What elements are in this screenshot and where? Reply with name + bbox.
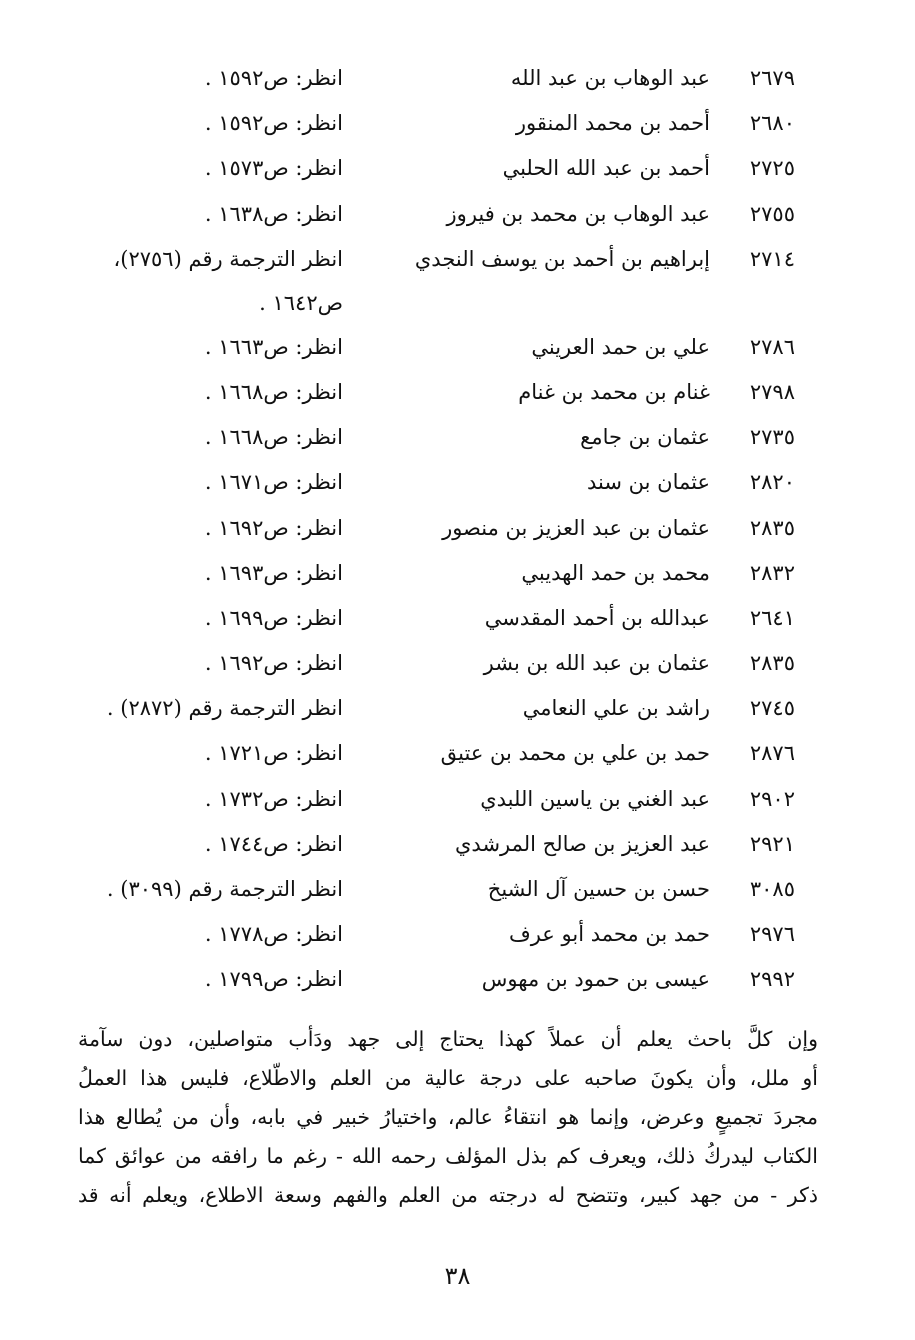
entry-number: ٢٦٧٩ (749, 66, 795, 90)
entry-reference-line: ص١٦٤٢ . (259, 290, 343, 315)
index-entry (0, 596, 915, 641)
entry-reference (13, 192, 343, 236)
entry-number: ٢٧٤٥ (749, 696, 795, 721)
entry-reference-line: انظر: ص١٦٣٨ . (204, 201, 343, 226)
translation-index-list (0, 56, 915, 1003)
entry-reference-line: انظر: ص١٧٤٤ . (204, 831, 343, 856)
entry-name: حسن بن حسين آل الشيخ (487, 877, 710, 901)
entry-name: عبد الوهاب بن محمد بن فيروز (446, 201, 710, 226)
page-number: ٣٨ (444, 1262, 471, 1290)
entry-reference (13, 146, 343, 190)
entry-reference-line: انظر الترجمة رقم (٢٨٧٢) . (106, 696, 343, 721)
entry-reference (13, 822, 343, 866)
entry-name: محمد بن حمد الهديبي (521, 560, 710, 585)
entry-reference (13, 325, 343, 369)
entry-number: ٢٨٢٠ (749, 470, 795, 495)
index-entry (0, 146, 915, 191)
entry-reference-line: انظر: ص١٧٣٢ . (204, 786, 343, 811)
paragraph-line: الكتاب ليدركُ ذلك، ويعرف كم بذل المؤلف رحمه الله - رغم ما رافقه من عوائق كما (78, 1144, 818, 1168)
entry-number: ٢٧٩٨ (749, 379, 795, 404)
entry-reference-line: انظر: ص١٧٢١ . (204, 741, 343, 766)
entry-reference (13, 596, 343, 640)
paragraph-line: مجردَ تجميعٍ وعرض، وإنما هو انتقاءُ عالم، واختيارُ خبير في بابه، وأن من يُطالع هذا (78, 1105, 818, 1129)
index-entry (0, 460, 915, 505)
index-entry (0, 822, 915, 867)
entry-reference-line: انظر: ص١٦٧١ . (204, 470, 343, 495)
index-entry (0, 237, 915, 325)
entry-name: حمد بن علي بن محمد بن عتيق (440, 741, 710, 766)
entry-number: ٢٩٠٢ (749, 786, 795, 811)
entry-reference-line: انظر: ص١٥٩٢ . (204, 111, 343, 136)
entry-reference (13, 237, 343, 325)
entry-reference-line: انظر الترجمة رقم (٣٠٩٩) . (106, 877, 343, 901)
index-entry (0, 370, 915, 415)
entry-name: علي بن حمد العريني (531, 334, 710, 359)
entry-reference (13, 56, 343, 100)
entry-reference (13, 101, 343, 145)
entry-reference (13, 686, 343, 730)
entry-name: عثمان بن عبد الله بن بشر (483, 651, 710, 676)
entry-name: راشد بن علي النعامي (522, 696, 710, 721)
index-entry (0, 101, 915, 146)
entry-reference-line: انظر: ص١٦٦٣ . (204, 334, 343, 359)
index-entry (0, 506, 915, 551)
entry-reference (13, 641, 343, 685)
entry-number: ٢٩٩٢ (749, 967, 795, 992)
entry-reference (13, 460, 343, 504)
entry-name: إبراهيم بن أحمد بن يوسف النجدي (414, 246, 710, 271)
body-paragraph (78, 1020, 818, 1215)
entry-reference (13, 551, 343, 595)
entry-number: ٢٧٥٥ (749, 201, 795, 226)
paragraph-line: ذكر - من جهد كبير، وتتضح له درجته من العلم والفهم وسعة الاطلاع، ويعلم أنه قد (78, 1183, 818, 1207)
entry-number: ٢٨٣٥ (749, 515, 795, 540)
entry-reference-line: انظر: ص١٧٧٨ . (204, 922, 343, 947)
entry-reference-line: انظر: ص١٥٧٣ . (204, 156, 343, 181)
entry-reference (13, 777, 343, 821)
entry-number: ٢٧٣٥ (749, 425, 795, 450)
entry-number: ٢٦٨٠ (749, 111, 795, 136)
entry-reference (13, 506, 343, 550)
index-entry (0, 957, 915, 1002)
entry-number: ٢٧٢٥ (749, 156, 795, 181)
entry-number: ٢٩٢١ (749, 831, 795, 856)
entry-number: ٢٨٧٦ (749, 741, 795, 766)
entry-number: ٢٧٨٦ (749, 334, 795, 359)
entry-reference (13, 912, 343, 956)
paragraph-line: أو ملل، وأن يكونَ صاحبه على درجة عالية من العلم والاطّلاع، فليس هذا العملُ (78, 1066, 818, 1090)
entry-reference-line: انظر: ص١٦٩٢ . (204, 515, 343, 540)
entry-name: أحمد بن عبد الله الحلبي (502, 156, 710, 181)
entry-name: أحمد بن محمد المنقور (515, 111, 710, 136)
entry-name: عبدالله بن أحمد المقدسي (484, 605, 710, 630)
entry-reference (13, 415, 343, 459)
entry-number: ٢٨٣٢ (749, 560, 795, 585)
entry-reference (13, 867, 343, 911)
entry-name: عيسى بن حمود بن مهوس (481, 967, 710, 992)
index-entry (0, 912, 915, 957)
index-entry (0, 325, 915, 370)
entry-name: عبد العزيز بن صالح المرشدي (454, 831, 710, 856)
entry-reference (13, 370, 343, 414)
entry-number: ٣٠٨٥ (749, 877, 795, 901)
entry-number: ٢٦٤١ (749, 605, 795, 630)
entry-reference (13, 731, 343, 775)
entry-name: عبد الوهاب بن عبد الله (510, 66, 710, 90)
entry-name: عثمان بن عبد العزيز بن منصور (442, 515, 710, 540)
entry-name: عثمان بن سند (587, 470, 710, 495)
entry-number: ٢٧١٤ (749, 246, 795, 271)
index-entry (0, 551, 915, 596)
entry-reference-line: انظر: ص١٥٩٢ . (204, 66, 343, 90)
entry-reference-line: انظر الترجمة رقم (٢٧٥٦)، (113, 246, 343, 271)
entry-reference-line: انظر: ص١٦٦٨ . (204, 379, 343, 404)
index-entry (0, 641, 915, 686)
index-entry (0, 731, 915, 776)
entry-name: غنام بن محمد بن غنام (518, 379, 710, 404)
entry-name: عبد الغني بن ياسين اللبدي (480, 786, 710, 811)
entry-name: حمد بن محمد أبو عرف (508, 922, 710, 947)
entry-reference-line: انظر: ص١٦٩٣ . (204, 560, 343, 585)
entry-number: ٢٨٣٥ (749, 651, 795, 676)
index-entry (0, 777, 915, 822)
entry-reference-line: انظر: ص١٦٦٨ . (204, 425, 343, 450)
entry-reference-line: انظر: ص١٧٩٩ . (204, 967, 343, 992)
index-entry (0, 56, 915, 101)
index-entry (0, 867, 915, 912)
index-entry (0, 415, 915, 460)
entry-number: ٢٩٧٦ (749, 922, 795, 947)
entry-name: عثمان بن جامع (580, 425, 710, 450)
paragraph-line: وإن كلَّ باحث يعلم أن عملاً كهذا يحتاج إلى جهد ودَأب متواصلين، دون سآمة (78, 1027, 818, 1051)
entry-reference (13, 957, 343, 1001)
entry-reference-line: انظر: ص١٦٩٩ . (204, 605, 343, 630)
index-entry (0, 686, 915, 731)
index-entry (0, 192, 915, 237)
entry-reference-line: انظر: ص١٦٩٢ . (204, 651, 343, 676)
